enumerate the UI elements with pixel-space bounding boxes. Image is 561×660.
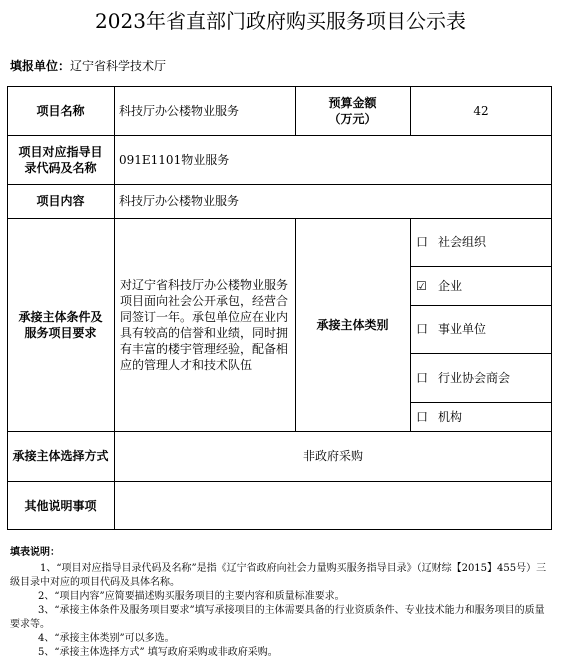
instruction-item: 3、“承接主体条件及服务项目要求”填写承接项目的主体需要具备的行业资质条件、专业技术能力和服务项目的质量要求等。: [10, 605, 545, 630]
budget-label-line1: 预算金额: [328, 95, 377, 110]
catalog-code-label: 项目对应指导目录代码及名称: [18, 144, 103, 175]
instruction-item: 5、“承接主体选择方式” 填写政府采购或非政府采购。: [38, 647, 278, 658]
entity-option-enterprise[interactable]: [410, 266, 552, 305]
reporting-unit-value: 辽宁省科学技术厅: [70, 59, 167, 73]
checkbox-unchecked-icon[interactable]: 口: [416, 370, 429, 385]
page-title: 2023年省直部门政府购买服务项目公示表: [95, 9, 466, 33]
selection-method-value: 非政府采购: [302, 449, 363, 463]
requirement-value: 对辽宁省科技厅办公楼物业服务项目面向社会公开承包，经营合同签订一年。承包单位应在业内具有较高的信誉和业绩，同时拥有丰富的楼宇管理经验，配备相应的管理人才和技术队伍: [120, 277, 289, 372]
other-notes-value: [114, 481, 552, 530]
entity-option-label: 社会组织: [438, 235, 487, 249]
filling-instructions: [10, 546, 550, 660]
other-notes-label: 其他说明事项: [24, 498, 97, 513]
budget-value: 42: [473, 103, 489, 118]
entity-option-agency[interactable]: [410, 402, 552, 431]
requirement-label: 承接主体条件及服务项目要求: [18, 309, 103, 340]
budget-label-line2: （万元）: [328, 111, 377, 126]
instruction-item: 4、“承接主体类别”可以多选。: [38, 633, 175, 644]
checkbox-unchecked-icon[interactable]: 口: [416, 235, 429, 249]
checkbox-checked-icon[interactable]: ☑: [416, 278, 427, 293]
project-name-value: 科技厅办公楼物业服务: [119, 103, 240, 118]
instruction-item: 2、“项目内容”应简要描述购买服务项目的主要内容和质量标准要求。: [38, 591, 345, 602]
budget-label: [295, 86, 410, 135]
entity-type-label: 承接主体类别: [316, 317, 389, 332]
entity-option-label: 事业单位: [438, 322, 487, 336]
entity-option-social-org[interactable]: [410, 218, 552, 266]
entity-option-label: 行业协会商会: [438, 370, 511, 385]
entity-option-public-institution[interactable]: [410, 305, 552, 353]
catalog-code-value: 091E1101物业服务: [119, 152, 230, 167]
entity-option-label: 企业: [438, 278, 463, 293]
reporting-unit: [10, 58, 166, 74]
project-content-label: 项目内容: [36, 194, 85, 208]
checkbox-unchecked-icon[interactable]: 口: [416, 322, 429, 336]
project-content-value: 科技厅办公楼物业服务: [119, 194, 240, 208]
disclosure-table: [7, 86, 552, 530]
checkbox-unchecked-icon[interactable]: 口: [416, 409, 429, 424]
project-name-label: 项目名称: [36, 103, 85, 118]
filling-instructions-label: 填表说明：: [10, 547, 60, 558]
selection-method-label: 承接主体选择方式: [12, 449, 109, 463]
entity-option-label: 机构: [438, 409, 463, 424]
reporting-unit-label: 填报单位：: [10, 59, 71, 73]
instruction-item: 1、“项目对应指导目录代码及名称”是指《辽宁省政府向社会力量购买服务指导目录》（辽财综【2015】455号）三级目录中对应的项目代码及具体名称。: [10, 563, 547, 588]
entity-option-industry-association[interactable]: [410, 353, 552, 402]
